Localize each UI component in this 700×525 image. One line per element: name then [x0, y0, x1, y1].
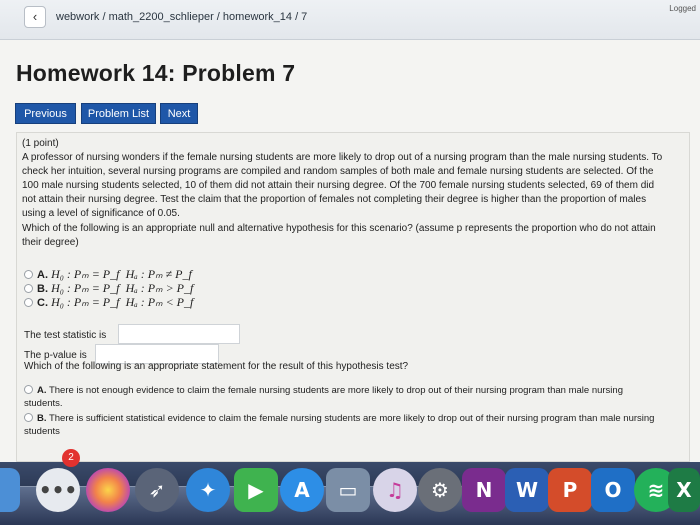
option-c[interactable] — [24, 295, 193, 309]
back-button[interactable] — [24, 6, 46, 28]
conclusion-option-b[interactable] — [24, 412, 664, 438]
launchpad-icon[interactable]: ••• — [36, 468, 80, 512]
radio-button[interactable] — [24, 413, 33, 422]
radio-button[interactable] — [24, 385, 33, 394]
outlook-icon[interactable]: O — [591, 468, 635, 512]
null-hypothesis: H₀ : Pₘ = P_f — [51, 267, 120, 281]
rocket-icon[interactable]: ➶ — [135, 468, 179, 512]
photos-icon[interactable] — [86, 468, 130, 512]
excel-icon[interactable]: X — [668, 468, 700, 512]
hypothesis-question: Which of the following is an appropriate null and alternative hypothesis for this scenario? (assume p represents the proportion who do not attain their degree) — [22, 223, 656, 248]
option-letter: B. — [37, 283, 48, 295]
radio-button[interactable] — [24, 298, 33, 307]
alt-hypothesis: Hₐ : Pₘ < P_f — [125, 295, 194, 309]
radio-button[interactable] — [24, 270, 33, 279]
null-hypothesis: H₀ : Pₘ = P_f — [51, 281, 120, 295]
p-value-label: The p-value is — [24, 350, 87, 361]
option-text: There is sufficient statistical evidence to claim the female nursing students are more likely to drop out of their nursing program than male nursing students — [24, 413, 655, 437]
option-text: There is not enough evidence to claim the female nursing students are more likely to drop out of their nursing program than male nursing students. — [24, 385, 623, 409]
conclusion-question: Which of the following is an appropriate statement for the result of this hypothesis test? — [24, 361, 409, 372]
facetime-icon[interactable]: ▶ — [234, 468, 278, 512]
breadcrumb[interactable]: webwork / math_2200_schlieper / homework_14 / 7 — [56, 11, 308, 23]
itunes-icon[interactable]: ♫ — [373, 468, 417, 512]
test-statistic-input[interactable] — [118, 324, 240, 344]
safari-icon[interactable]: ✦ — [186, 468, 230, 512]
conclusion-option-a[interactable] — [24, 384, 664, 410]
powerpoint-icon[interactable]: P — [548, 468, 592, 512]
notification-badge: 2 — [62, 449, 80, 467]
spotify-icon[interactable]: ≋ — [634, 468, 678, 512]
login-status: Logged — [669, 4, 696, 13]
option-letter: C. — [37, 297, 48, 309]
chevron-left-icon: ‹ — [32, 9, 38, 24]
problem-points: (1 point) — [22, 138, 59, 149]
previous-button[interactable]: Previous — [15, 103, 76, 124]
test-statistic-label: The test statistic is — [24, 330, 107, 341]
option-b[interactable] — [24, 281, 193, 295]
next-button[interactable]: Next — [160, 103, 198, 124]
word-icon[interactable]: W — [505, 468, 549, 512]
option-a[interactable] — [24, 267, 192, 281]
preview-icon[interactable]: ▭ — [326, 468, 370, 512]
option-letter: B. — [37, 413, 47, 424]
option-letter: A. — [37, 269, 48, 281]
top-bar — [0, 0, 700, 40]
alt-hypothesis: Hₐ : Pₘ ≠ P_f — [125, 267, 192, 281]
onenote-icon[interactable]: N — [462, 468, 506, 512]
problem-list-button[interactable]: Problem List — [81, 103, 156, 124]
page-title: Homework 14: Problem 7 — [16, 60, 296, 86]
system-preferences-icon[interactable]: ⚙ — [418, 468, 462, 512]
null-hypothesis: H₀ : Pₘ = P_f — [51, 295, 120, 309]
app-store-icon[interactable]: A — [280, 468, 324, 512]
problem-text: A professor of nursing wonders if the female nursing students are more likely to drop out of a nursing program than the male nursing students. To check her intuition, several nursing programs are compiled and random samples of both male and female nursing students are selected. Of the 100 male nursing students selected, 10 of them did not attain their nursing degree. Of the 700 female nursing students selected, 69 of them did not attain their nursing degree. Test the claim that the proportion of females not completing their degree is higher than the proportion of males using a level of significance of 0.05. — [22, 152, 663, 219]
radio-button[interactable] — [24, 284, 33, 293]
finder-icon[interactable] — [0, 468, 20, 512]
alt-hypothesis: Hₐ : Pₘ > P_f — [125, 281, 194, 295]
option-letter: A. — [37, 385, 47, 396]
